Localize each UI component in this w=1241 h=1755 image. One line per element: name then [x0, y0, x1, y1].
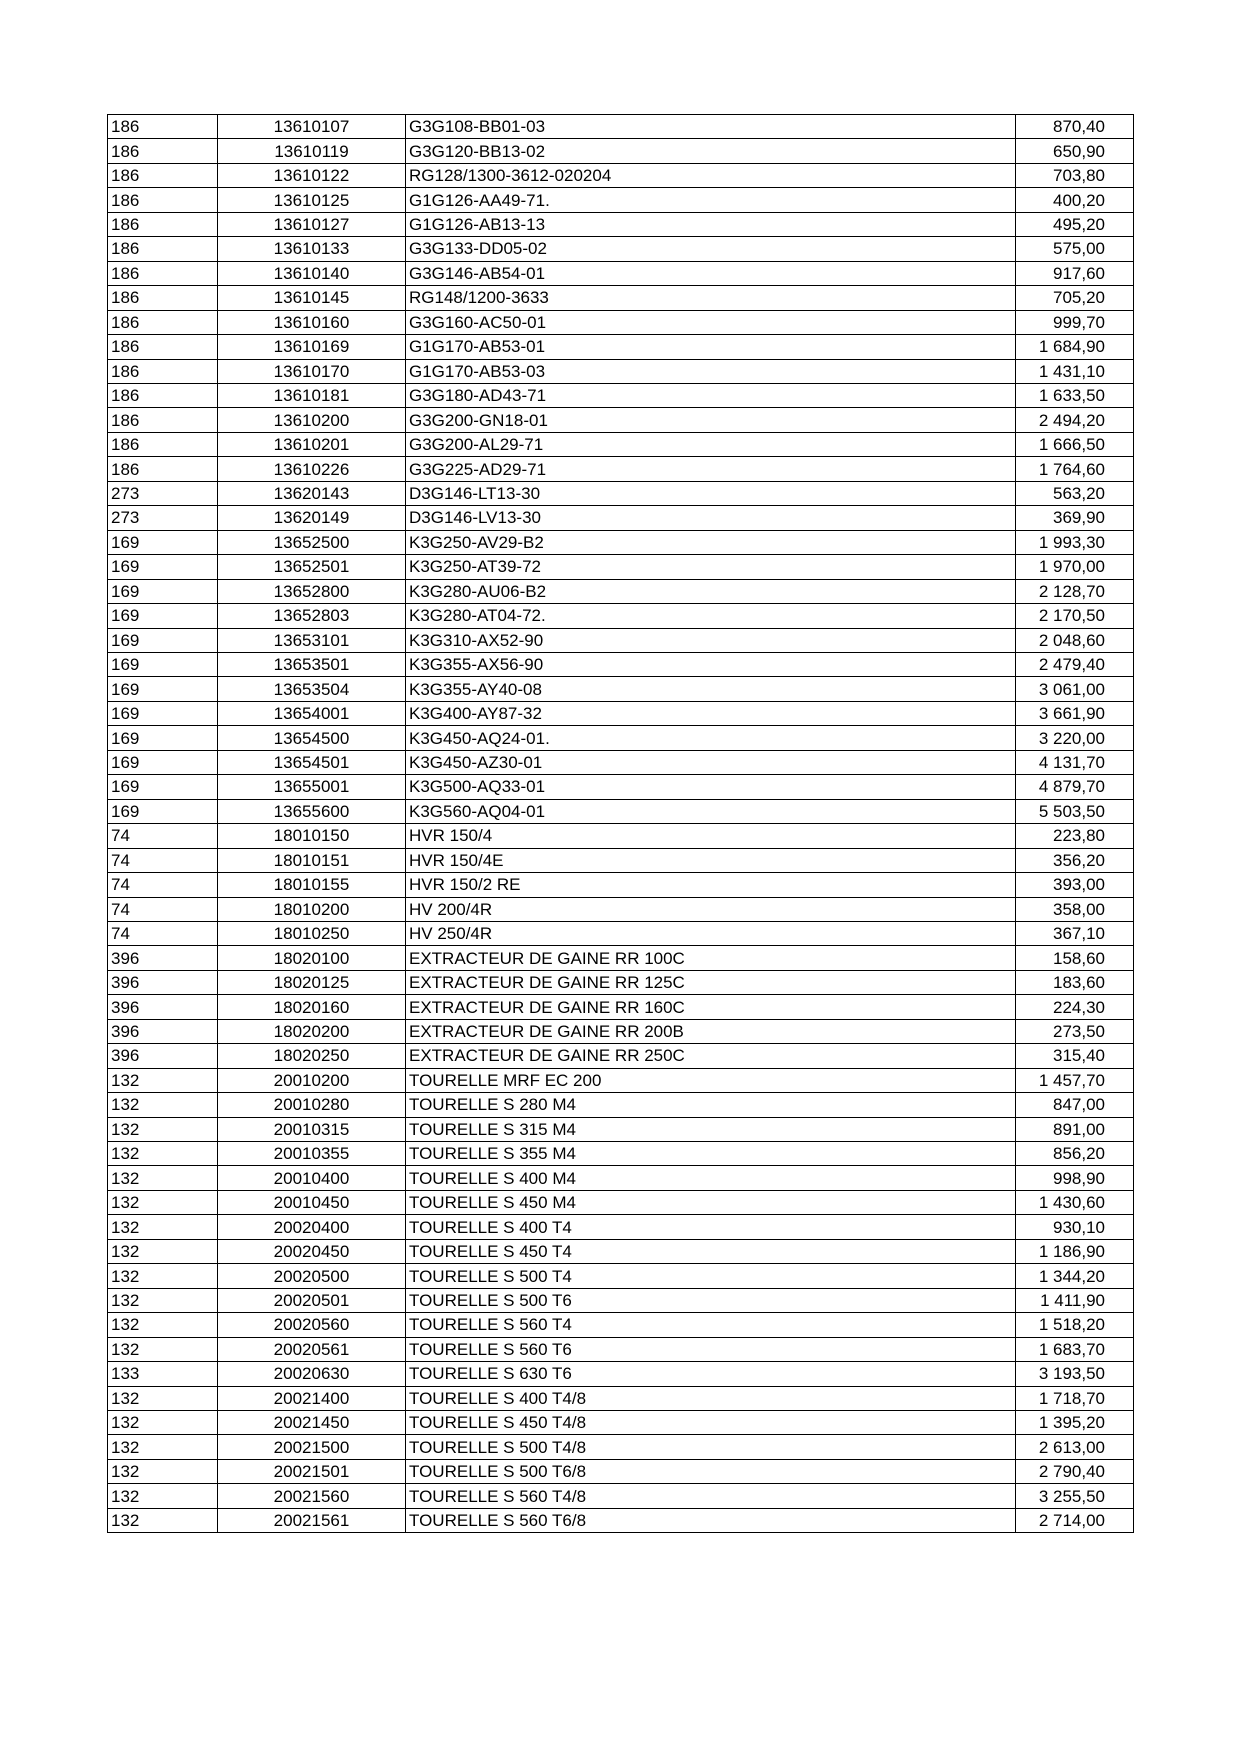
group-cell: 169 [108, 701, 218, 725]
table-row [108, 1435, 1134, 1459]
price-cell: 369,90 [1016, 506, 1134, 530]
group-cell: 132 [108, 1264, 218, 1288]
code-cell: 20010450 [218, 1190, 406, 1214]
code-cell: 20021560 [218, 1484, 406, 1508]
table-row [108, 750, 1134, 774]
price-cell: 1 395,20 [1016, 1411, 1134, 1435]
table-row [108, 579, 1134, 603]
reference-cell: EXTRACTEUR DE GAINE RR 100C [406, 946, 1016, 970]
group-cell: 132 [108, 1215, 218, 1239]
code-cell: 20010400 [218, 1166, 406, 1190]
code-cell: 13610133 [218, 237, 406, 261]
price-cell: 3 193,50 [1016, 1362, 1134, 1386]
code-cell: 13620143 [218, 481, 406, 505]
group-cell: 186 [108, 359, 218, 383]
reference-cell: TOURELLE S 500 T4 [406, 1264, 1016, 1288]
price-cell: 3 255,50 [1016, 1484, 1134, 1508]
table-row [108, 1337, 1134, 1361]
reference-cell: EXTRACTEUR DE GAINE RR 250C [406, 1044, 1016, 1068]
code-cell: 13610181 [218, 383, 406, 407]
group-cell: 186 [108, 457, 218, 481]
price-cell: 4 879,70 [1016, 775, 1134, 799]
group-cell: 186 [108, 408, 218, 432]
reference-cell: TOURELLE S 500 T6 [406, 1288, 1016, 1312]
table-row [108, 1239, 1134, 1263]
code-cell: 20020450 [218, 1239, 406, 1263]
table-row [108, 286, 1134, 310]
reference-cell: TOURELLE S 355 M4 [406, 1142, 1016, 1166]
table-row [108, 604, 1134, 628]
price-cell: 5 503,50 [1016, 799, 1134, 823]
table-row [108, 1190, 1134, 1214]
table-row [108, 1166, 1134, 1190]
price-cell: 2 479,40 [1016, 652, 1134, 676]
group-cell: 74 [108, 873, 218, 897]
table-row [108, 1508, 1134, 1532]
code-cell: 18020125 [218, 970, 406, 994]
price-cell: 223,80 [1016, 824, 1134, 848]
group-cell: 74 [108, 921, 218, 945]
code-cell: 20021400 [218, 1386, 406, 1410]
group-cell: 132 [108, 1411, 218, 1435]
table-row [108, 115, 1134, 139]
reference-cell: TOURELLE S 450 T4 [406, 1239, 1016, 1263]
group-cell: 132 [108, 1239, 218, 1263]
reference-cell: G3G200-GN18-01 [406, 408, 1016, 432]
group-cell: 132 [108, 1166, 218, 1190]
code-cell: 13652501 [218, 555, 406, 579]
code-cell: 13610119 [218, 139, 406, 163]
price-cell: 273,50 [1016, 1019, 1134, 1043]
price-cell: 703,80 [1016, 163, 1134, 187]
price-cell: 998,90 [1016, 1166, 1134, 1190]
price-cell: 2 128,70 [1016, 579, 1134, 603]
table-row [108, 1362, 1134, 1386]
group-cell: 132 [108, 1142, 218, 1166]
reference-cell: EXTRACTEUR DE GAINE RR 200B [406, 1019, 1016, 1043]
price-cell: 999,70 [1016, 310, 1134, 334]
code-cell: 13653504 [218, 677, 406, 701]
price-cell: 4 131,70 [1016, 750, 1134, 774]
code-cell: 20020630 [218, 1362, 406, 1386]
group-cell: 132 [108, 1190, 218, 1214]
code-cell: 13610160 [218, 310, 406, 334]
reference-cell: K3G560-AQ04-01 [406, 799, 1016, 823]
price-cell: 1 430,60 [1016, 1190, 1134, 1214]
price-cell: 3 661,90 [1016, 701, 1134, 725]
code-cell: 20020501 [218, 1288, 406, 1312]
code-cell: 13620149 [218, 506, 406, 530]
group-cell: 396 [108, 946, 218, 970]
table-row [108, 237, 1134, 261]
code-cell: 13610107 [218, 115, 406, 139]
group-cell: 132 [108, 1459, 218, 1483]
group-cell: 132 [108, 1068, 218, 1092]
table-row [108, 408, 1134, 432]
code-cell: 13652803 [218, 604, 406, 628]
code-cell: 20021501 [218, 1459, 406, 1483]
table-row [108, 628, 1134, 652]
reference-cell: K3G500-AQ33-01 [406, 775, 1016, 799]
table-row [108, 701, 1134, 725]
reference-cell: TOURELLE S 315 M4 [406, 1117, 1016, 1141]
code-cell: 13654501 [218, 750, 406, 774]
reference-cell: D3G146-LT13-30 [406, 481, 1016, 505]
price-cell: 367,10 [1016, 921, 1134, 945]
code-cell: 20020500 [218, 1264, 406, 1288]
reference-cell: TOURELLE MRF EC 200 [406, 1068, 1016, 1092]
code-cell: 13652800 [218, 579, 406, 603]
reference-cell: TOURELLE S 560 T6 [406, 1337, 1016, 1361]
table-row [108, 359, 1134, 383]
group-cell: 133 [108, 1362, 218, 1386]
code-cell: 13655600 [218, 799, 406, 823]
reference-cell: EXTRACTEUR DE GAINE RR 160C [406, 995, 1016, 1019]
group-cell: 169 [108, 775, 218, 799]
reference-cell: G3G133-DD05-02 [406, 237, 1016, 261]
reference-cell: HVR 150/2 RE [406, 873, 1016, 897]
reference-cell: TOURELLE S 450 M4 [406, 1190, 1016, 1214]
reference-cell: K3G355-AY40-08 [406, 677, 1016, 701]
price-cell: 1 764,60 [1016, 457, 1134, 481]
group-cell: 132 [108, 1386, 218, 1410]
price-cell: 495,20 [1016, 212, 1134, 236]
code-cell: 18020250 [218, 1044, 406, 1068]
reference-cell: TOURELLE S 500 T6/8 [406, 1459, 1016, 1483]
group-cell: 169 [108, 628, 218, 652]
price-list-table [107, 114, 1134, 1533]
group-cell: 169 [108, 750, 218, 774]
reference-cell: K3G280-AT04-72. [406, 604, 1016, 628]
table-row [108, 383, 1134, 407]
code-cell: 18010150 [218, 824, 406, 848]
reference-cell: K3G450-AQ24-01. [406, 726, 1016, 750]
price-cell: 705,20 [1016, 286, 1134, 310]
reference-cell: K3G310-AX52-90 [406, 628, 1016, 652]
group-cell: 396 [108, 1019, 218, 1043]
reference-cell: K3G355-AX56-90 [406, 652, 1016, 676]
group-cell: 132 [108, 1313, 218, 1337]
table-row [108, 677, 1134, 701]
table-row [108, 1142, 1134, 1166]
reference-cell: K3G450-AZ30-01 [406, 750, 1016, 774]
group-cell: 186 [108, 212, 218, 236]
code-cell: 13610127 [218, 212, 406, 236]
group-cell: 169 [108, 579, 218, 603]
table-row [108, 775, 1134, 799]
code-cell: 20021500 [218, 1435, 406, 1459]
table-row [108, 726, 1134, 750]
price-cell: 2 714,00 [1016, 1508, 1134, 1532]
group-cell: 74 [108, 848, 218, 872]
code-cell: 13653501 [218, 652, 406, 676]
table-row [108, 506, 1134, 530]
code-cell: 13610200 [218, 408, 406, 432]
reference-cell: K3G250-AV29-B2 [406, 530, 1016, 554]
group-cell: 169 [108, 555, 218, 579]
price-cell: 2 170,50 [1016, 604, 1134, 628]
group-cell: 186 [108, 261, 218, 285]
group-cell: 132 [108, 1435, 218, 1459]
price-cell: 1 344,20 [1016, 1264, 1134, 1288]
table-row [108, 873, 1134, 897]
reference-cell: TOURELLE S 560 T6/8 [406, 1508, 1016, 1532]
table-row [108, 1215, 1134, 1239]
table-row [108, 799, 1134, 823]
price-cell: 393,00 [1016, 873, 1134, 897]
price-cell: 2 048,60 [1016, 628, 1134, 652]
table-row [108, 921, 1134, 945]
price-cell: 358,00 [1016, 897, 1134, 921]
group-cell: 132 [108, 1093, 218, 1117]
price-cell: 1 633,50 [1016, 383, 1134, 407]
code-cell: 13610226 [218, 457, 406, 481]
price-cell: 847,00 [1016, 1093, 1134, 1117]
price-cell: 3 061,00 [1016, 677, 1134, 701]
table-row [108, 1044, 1134, 1068]
table-row [108, 1386, 1134, 1410]
table-row [108, 1093, 1134, 1117]
code-cell: 13610169 [218, 335, 406, 359]
price-cell: 1 431,10 [1016, 359, 1134, 383]
code-cell: 20020561 [218, 1337, 406, 1361]
price-cell: 650,90 [1016, 139, 1134, 163]
group-cell: 169 [108, 530, 218, 554]
table-row [108, 139, 1134, 163]
code-cell: 13654500 [218, 726, 406, 750]
group-cell: 169 [108, 677, 218, 701]
reference-cell: G3G200-AL29-71 [406, 432, 1016, 456]
price-cell: 315,40 [1016, 1044, 1134, 1068]
code-cell: 20021450 [218, 1411, 406, 1435]
price-cell: 2 613,00 [1016, 1435, 1134, 1459]
reference-cell: TOURELLE S 560 T4/8 [406, 1484, 1016, 1508]
price-cell: 3 220,00 [1016, 726, 1134, 750]
table-row [108, 481, 1134, 505]
reference-cell: D3G146-LV13-30 [406, 506, 1016, 530]
group-cell: 186 [108, 163, 218, 187]
table-row [108, 555, 1134, 579]
table-row [108, 432, 1134, 456]
code-cell: 13652500 [218, 530, 406, 554]
price-cell: 1 970,00 [1016, 555, 1134, 579]
table-row [108, 212, 1134, 236]
price-cell: 1 993,30 [1016, 530, 1134, 554]
price-cell: 563,20 [1016, 481, 1134, 505]
table-row [108, 1484, 1134, 1508]
table-row [108, 1019, 1134, 1043]
code-cell: 13653101 [218, 628, 406, 652]
group-cell: 74 [108, 897, 218, 921]
table-row [108, 1264, 1134, 1288]
reference-cell: TOURELLE S 400 T4 [406, 1215, 1016, 1239]
reference-cell: TOURELLE S 500 T4/8 [406, 1435, 1016, 1459]
reference-cell: EXTRACTEUR DE GAINE RR 125C [406, 970, 1016, 994]
reference-cell: K3G400-AY87-32 [406, 701, 1016, 725]
reference-cell: K3G280-AU06-B2 [406, 579, 1016, 603]
code-cell: 18010250 [218, 921, 406, 945]
code-cell: 20020560 [218, 1313, 406, 1337]
code-cell: 13610201 [218, 432, 406, 456]
group-cell: 169 [108, 799, 218, 823]
code-cell: 13610140 [218, 261, 406, 285]
reference-cell: G1G126-AB13-13 [406, 212, 1016, 236]
code-cell: 20020400 [218, 1215, 406, 1239]
price-cell: 1 684,90 [1016, 335, 1134, 359]
price-cell: 575,00 [1016, 237, 1134, 261]
reference-cell: TOURELLE S 560 T4 [406, 1313, 1016, 1337]
table-row [108, 1117, 1134, 1141]
price-cell: 870,40 [1016, 115, 1134, 139]
group-cell: 169 [108, 726, 218, 750]
reference-cell: TOURELLE S 450 T4/8 [406, 1411, 1016, 1435]
group-cell: 186 [108, 432, 218, 456]
table-row [108, 652, 1134, 676]
table-row [108, 530, 1134, 554]
reference-cell: G1G126-AA49-71. [406, 188, 1016, 212]
reference-cell: HVR 150/4 [406, 824, 1016, 848]
price-cell: 1 457,70 [1016, 1068, 1134, 1092]
price-cell: 158,60 [1016, 946, 1134, 970]
table-row [108, 457, 1134, 481]
code-cell: 13610122 [218, 163, 406, 187]
price-cell: 1 666,50 [1016, 432, 1134, 456]
code-cell: 20010280 [218, 1093, 406, 1117]
group-cell: 273 [108, 506, 218, 530]
code-cell: 20021561 [218, 1508, 406, 1532]
price-list-body [108, 115, 1134, 1533]
price-cell: 2 790,40 [1016, 1459, 1134, 1483]
table-row [108, 970, 1134, 994]
price-cell: 856,20 [1016, 1142, 1134, 1166]
price-cell: 1 718,70 [1016, 1386, 1134, 1410]
code-cell: 13610170 [218, 359, 406, 383]
table-row [108, 310, 1134, 334]
reference-cell: HV 250/4R [406, 921, 1016, 945]
price-cell: 224,30 [1016, 995, 1134, 1019]
table-row [108, 897, 1134, 921]
group-cell: 132 [108, 1337, 218, 1361]
group-cell: 132 [108, 1484, 218, 1508]
price-cell: 930,10 [1016, 1215, 1134, 1239]
code-cell: 18020100 [218, 946, 406, 970]
group-cell: 273 [108, 481, 218, 505]
group-cell: 132 [108, 1117, 218, 1141]
reference-cell: TOURELLE S 280 M4 [406, 1093, 1016, 1117]
reference-cell: G3G108-BB01-03 [406, 115, 1016, 139]
group-cell: 186 [108, 139, 218, 163]
code-cell: 18020200 [218, 1019, 406, 1043]
reference-cell: G3G180-AD43-71 [406, 383, 1016, 407]
reference-cell: G3G146-AB54-01 [406, 261, 1016, 285]
table-row [108, 261, 1134, 285]
group-cell: 132 [108, 1508, 218, 1532]
table-row [108, 1288, 1134, 1312]
price-cell: 891,00 [1016, 1117, 1134, 1141]
price-cell: 2 494,20 [1016, 408, 1134, 432]
table-row [108, 1068, 1134, 1092]
price-cell: 1 683,70 [1016, 1337, 1134, 1361]
group-cell: 396 [108, 1044, 218, 1068]
group-cell: 186 [108, 335, 218, 359]
group-cell: 186 [108, 286, 218, 310]
reference-cell: HVR 150/4E [406, 848, 1016, 872]
price-cell: 356,20 [1016, 848, 1134, 872]
reference-cell: G3G120-BB13-02 [406, 139, 1016, 163]
reference-cell: G1G170-AB53-03 [406, 359, 1016, 383]
table-row [108, 163, 1134, 187]
table-row [108, 1459, 1134, 1483]
group-cell: 186 [108, 115, 218, 139]
code-cell: 13610125 [218, 188, 406, 212]
table-row [108, 1313, 1134, 1337]
price-cell: 1 186,90 [1016, 1239, 1134, 1263]
group-cell: 132 [108, 1288, 218, 1312]
table-row [108, 1411, 1134, 1435]
code-cell: 18020160 [218, 995, 406, 1019]
price-cell: 1 518,20 [1016, 1313, 1134, 1337]
group-cell: 186 [108, 310, 218, 334]
table-row [108, 188, 1134, 212]
code-cell: 20010315 [218, 1117, 406, 1141]
reference-cell: TOURELLE S 400 M4 [406, 1166, 1016, 1190]
reference-cell: K3G250-AT39-72 [406, 555, 1016, 579]
price-cell: 183,60 [1016, 970, 1134, 994]
group-cell: 396 [108, 995, 218, 1019]
group-cell: 186 [108, 383, 218, 407]
table-row [108, 848, 1134, 872]
group-cell: 169 [108, 604, 218, 628]
reference-cell: G3G225-AD29-71 [406, 457, 1016, 481]
code-cell: 20010200 [218, 1068, 406, 1092]
code-cell: 18010151 [218, 848, 406, 872]
code-cell: 18010155 [218, 873, 406, 897]
price-cell: 400,20 [1016, 188, 1134, 212]
reference-cell: RG128/1300-3612-020204 [406, 163, 1016, 187]
reference-cell: TOURELLE S 630 T6 [406, 1362, 1016, 1386]
code-cell: 13654001 [218, 701, 406, 725]
reference-cell: RG148/1200-3633 [406, 286, 1016, 310]
price-cell: 1 411,90 [1016, 1288, 1134, 1312]
price-cell: 917,60 [1016, 261, 1134, 285]
reference-cell: HV 200/4R [406, 897, 1016, 921]
group-cell: 186 [108, 188, 218, 212]
table-row [108, 995, 1134, 1019]
group-cell: 396 [108, 970, 218, 994]
code-cell: 13655001 [218, 775, 406, 799]
code-cell: 18010200 [218, 897, 406, 921]
code-cell: 20010355 [218, 1142, 406, 1166]
table-row [108, 824, 1134, 848]
group-cell: 74 [108, 824, 218, 848]
reference-cell: TOURELLE S 400 T4/8 [406, 1386, 1016, 1410]
reference-cell: G1G170-AB53-01 [406, 335, 1016, 359]
reference-cell: G3G160-AC50-01 [406, 310, 1016, 334]
group-cell: 169 [108, 652, 218, 676]
group-cell: 186 [108, 237, 218, 261]
table-row [108, 335, 1134, 359]
code-cell: 13610145 [218, 286, 406, 310]
table-row [108, 946, 1134, 970]
